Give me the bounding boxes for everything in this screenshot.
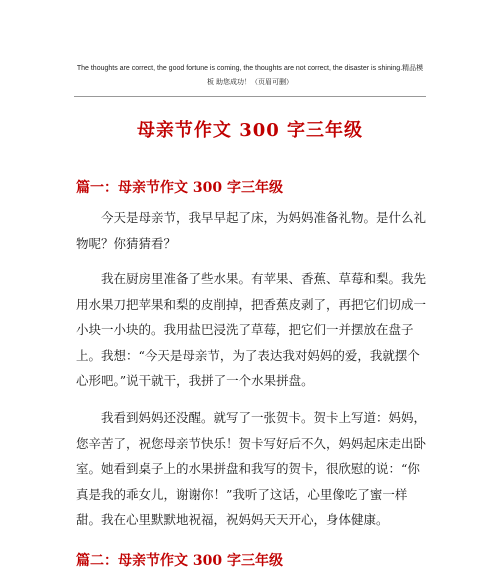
header-line-1: The thoughts are correct, the good fortune is coming, the thoughts are not correct, the disaster is shining.精品模	[76, 65, 424, 72]
header-line-2: 板 助您成功！（页眉可删）	[207, 79, 293, 86]
paragraph-1: 今天是母亲节，我早早起了床，为妈妈准备礼物。是什么礼物呢？你猜猜看？	[76, 210, 427, 251]
paragraph-3: 我看到妈妈还没醒。就写了一张贺卡。贺卡上写道：妈妈，您辛苦了，祝您母亲节快乐！贺卡写好后不久，妈妈起床走出卧室。她看到桌子上的水果拼盘和我写的贺卡，很欣慰的说：“你真是我的乖女儿，谢谢你！”我听了这话，心里像吃了蜜一样甜。我在心里默默地祝福，祝妈妈天天开心，身体健康。	[76, 410, 427, 527]
section-2-heading: 篇二：母亲节作文 300 字三年级	[76, 553, 283, 569]
section-1-heading: 篇一：母亲节作文 300 字三年级	[76, 180, 283, 196]
page-header	[60, 62, 440, 90]
document-title: 母亲节作文 300 字三年级	[136, 120, 364, 141]
paragraph-2: 我在厨房里准备了些水果。有苹果、香蕉、草莓和梨。我先用水果刀把苹果和梨的皮削掉，把香蕉皮剥了，再把它们切成一小块一小块的。我用盐巴浸洗了草莓，把它们一并摆放在盘子上。我想：“今天是母亲节，为了表达我对妈妈的爱，我就摆个心形吧。”说干就干，我拼了一个水果拼盘。	[76, 271, 427, 388]
header-divider	[74, 96, 426, 97]
